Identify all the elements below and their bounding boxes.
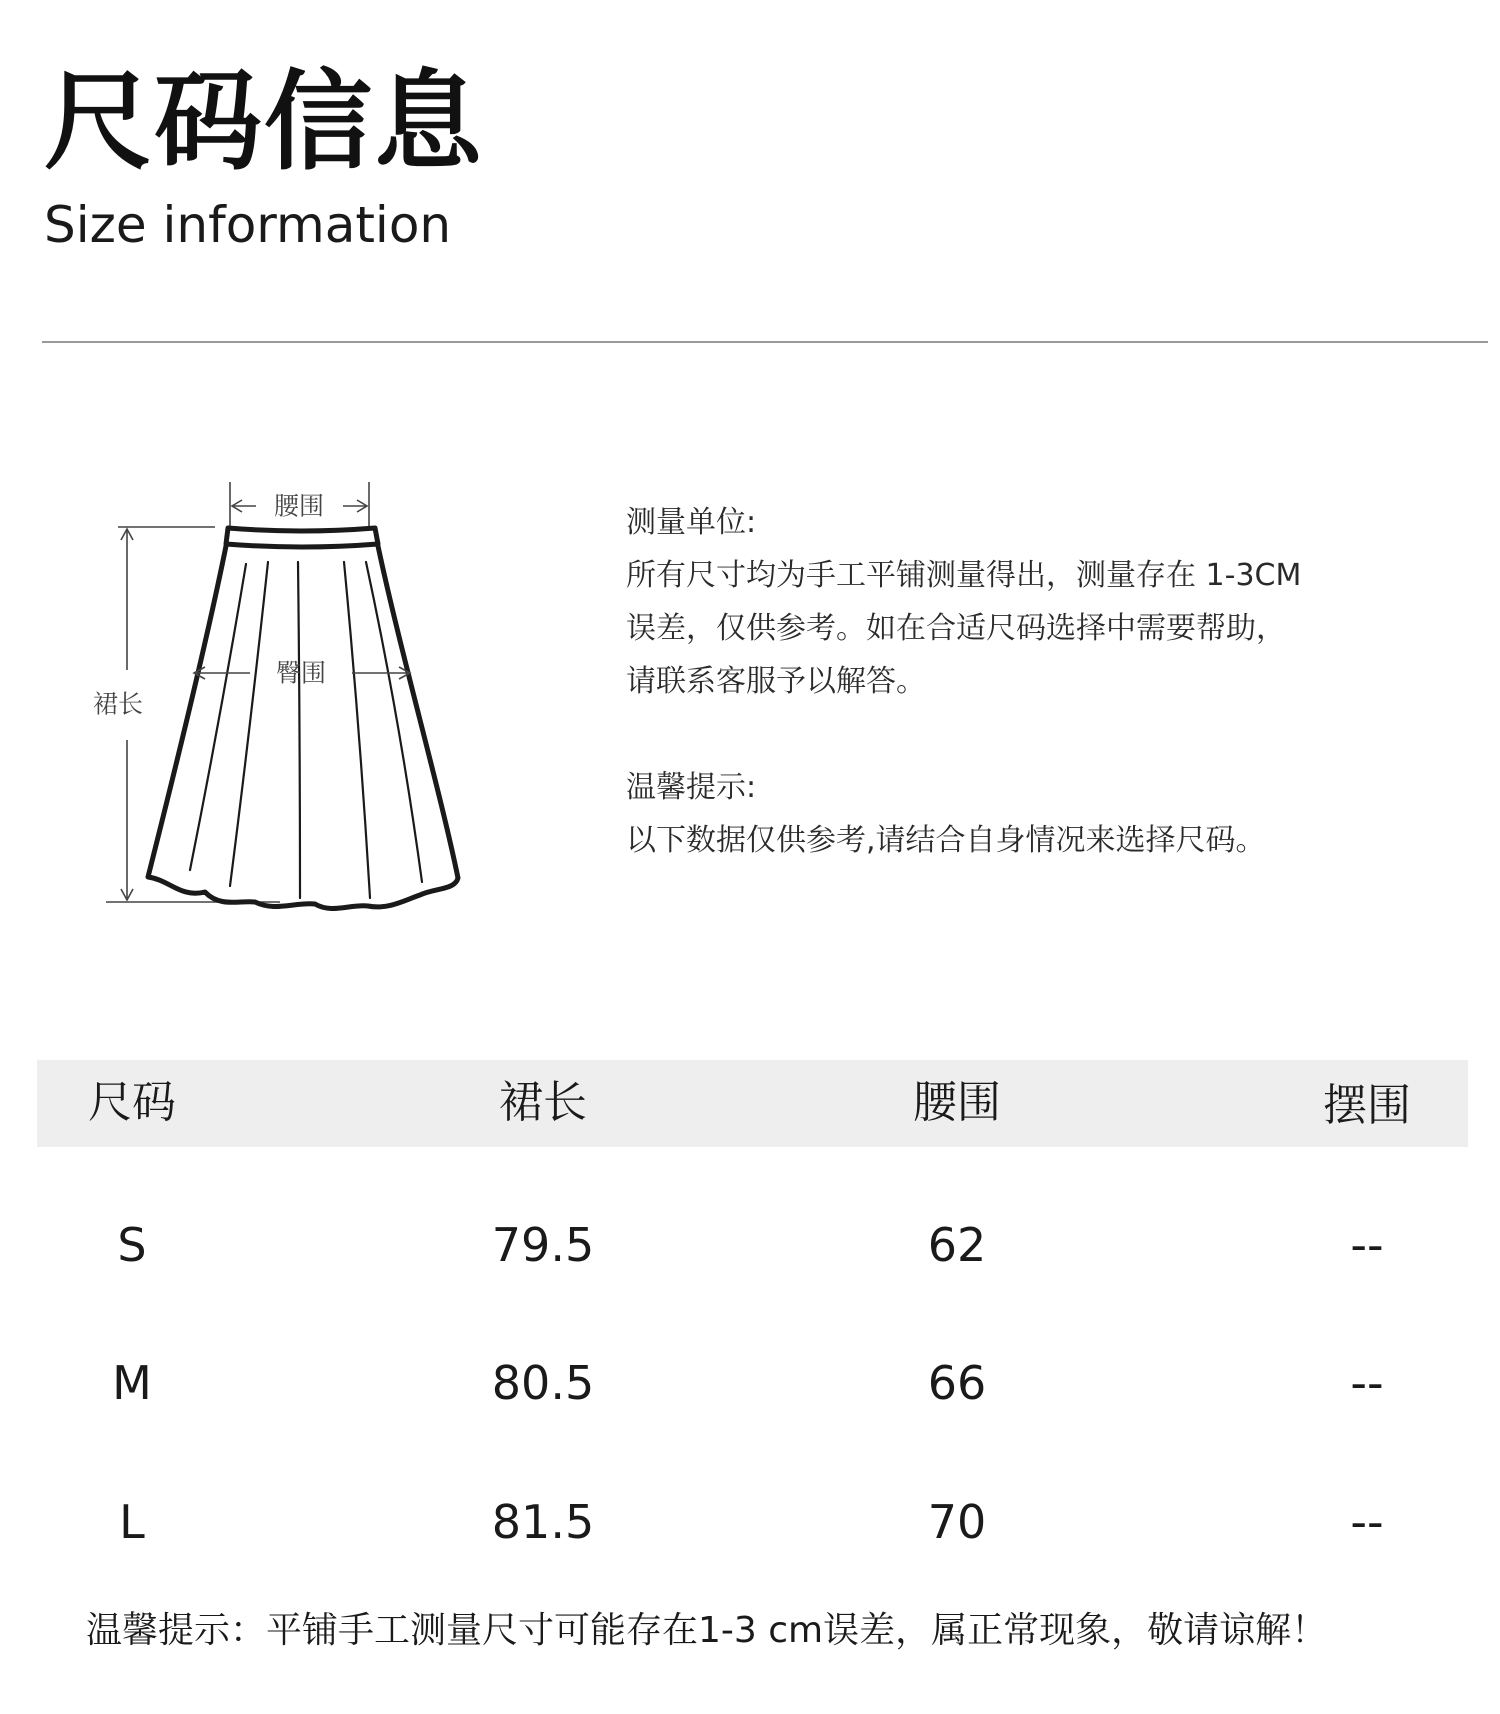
column-header-hem: 摆围 (1323, 1080, 1411, 1131)
waist-label: 腰围 (273, 491, 325, 521)
unit-line: 所有尺寸均为手工平铺测量得出，测量存在 1-3CM (626, 558, 1302, 593)
tip-heading: 温馨提示: (626, 770, 757, 805)
table-cell-waist: 70 (927, 1495, 987, 1549)
unit-heading: 测量单位: (626, 505, 757, 540)
column-header-length: 裙长 (499, 1077, 587, 1128)
table-cell-size: S (117, 1218, 147, 1272)
table-cell-size: M (112, 1356, 152, 1410)
skirt-diagram (70, 470, 490, 920)
table-cell-waist: 66 (927, 1356, 987, 1410)
page-subtitle: Size information (44, 196, 452, 254)
unit-line: 误差，仅供参考。如在合适尺码选择中需要帮助， (626, 611, 1286, 646)
page-title: 尺码信息 (44, 59, 485, 185)
size-table-header (37, 1060, 1468, 1147)
footer-note: 温馨提示：平铺手工测量尺寸可能存在1-3 cm误差，属正常现象，敬请谅解！ (86, 1610, 1328, 1651)
table-cell-hem: -- (1350, 1218, 1384, 1272)
measurement-notes (626, 496, 1446, 867)
unit-line: 请联系客服予以解答。 (626, 664, 926, 699)
table-cell-length: 80.5 (491, 1356, 595, 1410)
table-cell-waist: 62 (927, 1218, 987, 1272)
column-header-size: 尺码 (88, 1077, 176, 1128)
table-cell-hem: -- (1350, 1495, 1384, 1549)
tip-line: 以下数据仅供参考,请结合自身情况来选择尺码。 (626, 823, 1266, 858)
hip-label: 臀围 (275, 658, 327, 688)
column-header-waist: 腰围 (913, 1077, 1001, 1128)
table-cell-hem: -- (1350, 1356, 1384, 1410)
length-label: 裙长 (92, 689, 144, 719)
table-cell-length: 79.5 (491, 1218, 595, 1272)
skirt-outline (148, 528, 458, 909)
table-cell-size: L (119, 1495, 145, 1549)
header-divider (42, 341, 1488, 343)
table-cell-length: 81.5 (491, 1495, 595, 1549)
